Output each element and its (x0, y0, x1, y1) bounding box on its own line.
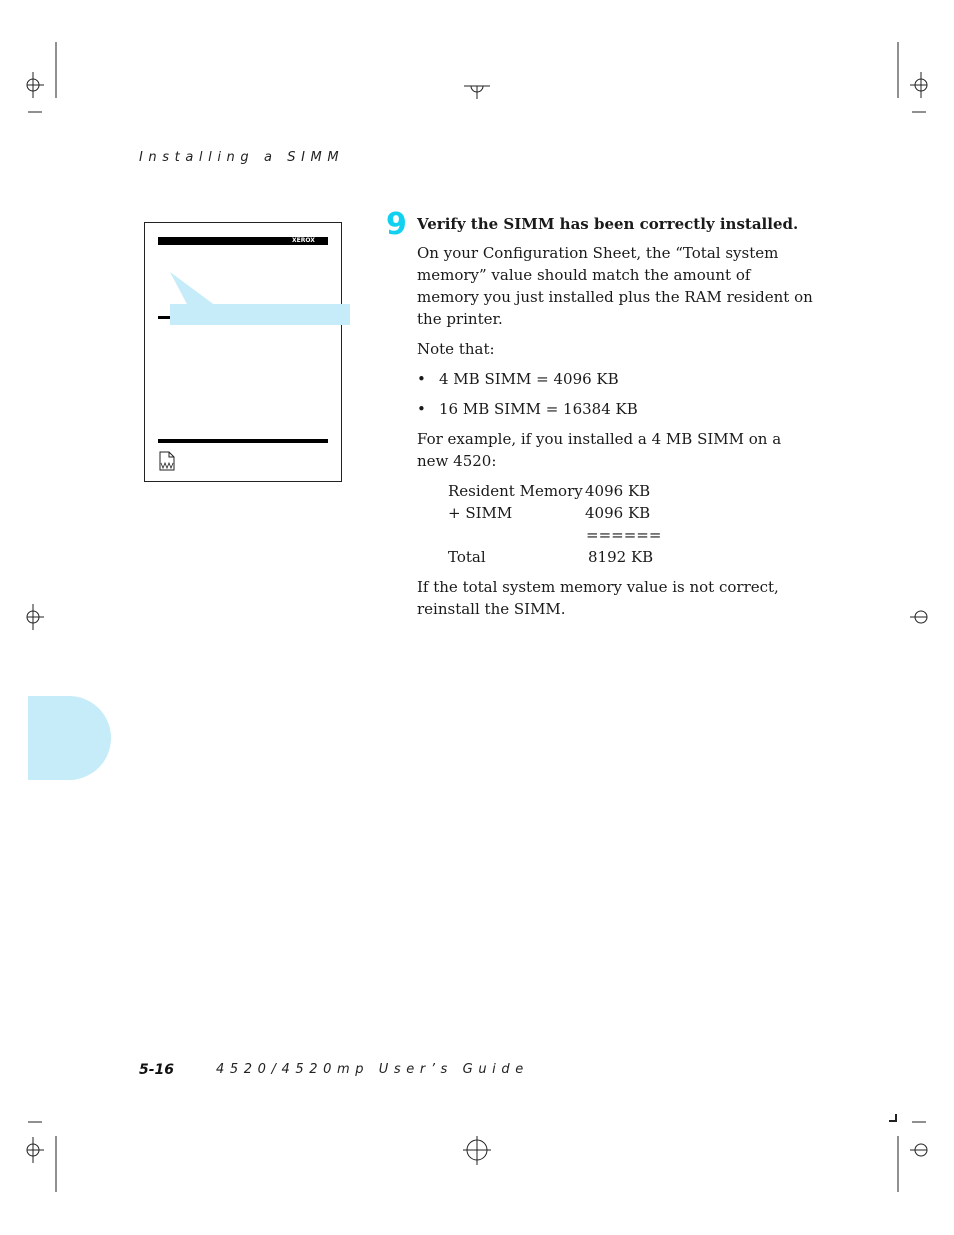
step-number: 9 (386, 207, 407, 242)
table-row (448, 502, 661, 524)
bullet-item (417, 398, 817, 420)
row-value: 4096 KB (585, 504, 651, 522)
bullet-dot: • (417, 370, 426, 388)
row-label: + SIMM (448, 504, 513, 522)
row-label (448, 524, 585, 546)
callout-pointer (168, 272, 218, 308)
bullet-item (417, 368, 817, 390)
example-text: For example, if you installed a 4 MB SIMM on a new 4520: (417, 430, 782, 470)
bullet-text: 16 MB SIMM = 16384 KB (439, 400, 638, 418)
bullet-dot: • (417, 400, 426, 418)
memory-table (448, 480, 661, 568)
step-title: Verify the SIMM has been correctly installed. (417, 215, 799, 233)
table-row (448, 480, 661, 502)
row-value: ====== (586, 526, 662, 544)
note-label: Note that: (417, 340, 495, 358)
guide-title: 4520/4520mp User’s Guide (216, 1062, 529, 1077)
running-head: Installing a SIMM (139, 150, 345, 165)
row-label: Total (448, 548, 486, 566)
bullet-text: 4 MB SIMM = 4096 KB (439, 370, 619, 388)
row-value: 4096 KB (585, 482, 651, 500)
page-number: 5-16 (139, 1062, 175, 1078)
xerox-logo: XEROX (292, 237, 315, 244)
row-value: 8192 KB (588, 548, 654, 566)
step-intro: On your Configuration Sheet, the “Total system memory” value should match the amount of memory you just installed plus the RAM resident on the printer. (417, 244, 813, 328)
sheet-bottom-bar (158, 439, 328, 443)
table-row (448, 524, 661, 546)
row-label: Resident Memory (448, 482, 583, 500)
callout-highlight (170, 304, 350, 325)
chapter-thumb-tab (28, 696, 111, 780)
configuration-sheet-illustration (144, 222, 342, 482)
table-row (448, 546, 661, 568)
step-content (417, 213, 817, 628)
document-icon (159, 451, 175, 471)
closing-text: If the total system memory value is not correct, reinstall the SIMM. (417, 578, 779, 618)
